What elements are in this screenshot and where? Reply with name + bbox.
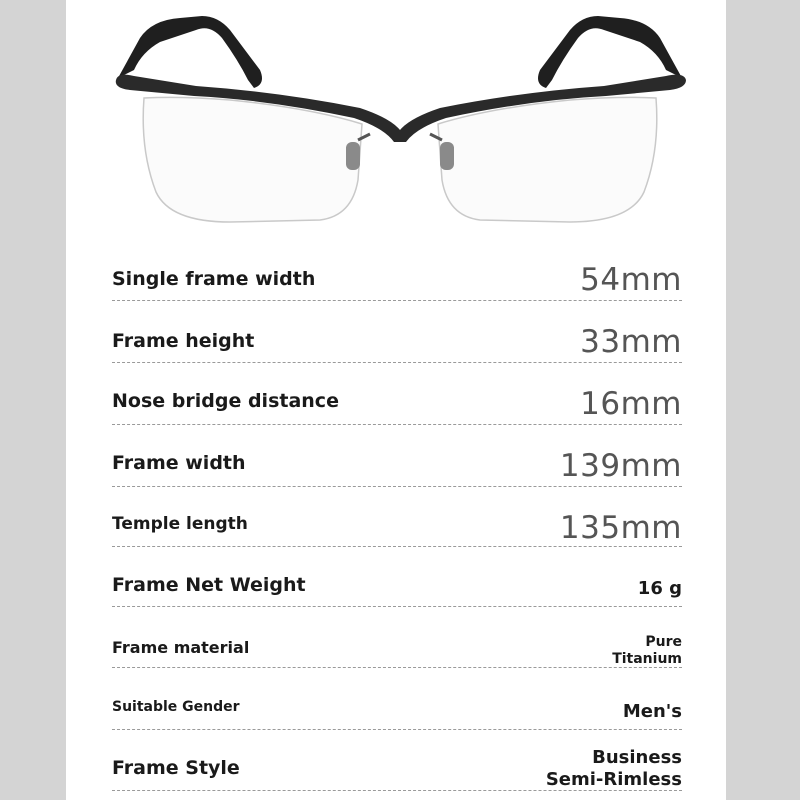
spec-row-temple-length	[112, 510, 682, 547]
spec-label: Frame Style	[112, 757, 240, 779]
spec-value: 16mm	[580, 386, 682, 422]
spec-row-frame-net-weight	[112, 570, 682, 607]
spec-label: Suitable Gender	[112, 699, 240, 715]
left-border	[38, 0, 66, 800]
spec-value-line: Semi-Rimless	[545, 768, 682, 790]
spec-row-frame-style	[112, 747, 682, 791]
spec-value: 135mm	[559, 510, 682, 546]
spec-value-line: Pure	[645, 634, 682, 650]
spec-label: Temple length	[112, 514, 248, 534]
spec-row-single-frame-width	[112, 262, 682, 301]
spec-row-frame-width	[112, 448, 682, 487]
spec-value: 139mm	[559, 448, 682, 484]
spec-row-frame-height	[112, 324, 682, 363]
spec-label: Frame height	[112, 330, 255, 352]
spec-value-line: Business	[592, 747, 682, 768]
spec-value	[612, 634, 682, 668]
spec-label: Frame width	[112, 452, 246, 474]
right-border	[726, 0, 754, 800]
spec-label: Frame material	[112, 638, 250, 657]
spec-row-suitable-gender	[112, 695, 682, 730]
spec-row-frame-material	[112, 632, 682, 668]
spec-value: 33mm	[580, 324, 682, 360]
spec-value: 54mm	[580, 262, 682, 298]
spec-value	[546, 747, 682, 790]
spec-label: Single frame width	[112, 268, 316, 290]
spec-value: Men's	[622, 701, 682, 722]
spec-row-nose-bridge-distance	[112, 386, 682, 425]
spec-value: 16 g	[637, 578, 682, 599]
glasses-product-image	[100, 0, 700, 240]
spec-label: Frame Net Weight	[112, 574, 306, 596]
spec-value-line: Titanium	[612, 650, 682, 667]
spec-label: Nose bridge distance	[112, 390, 339, 412]
